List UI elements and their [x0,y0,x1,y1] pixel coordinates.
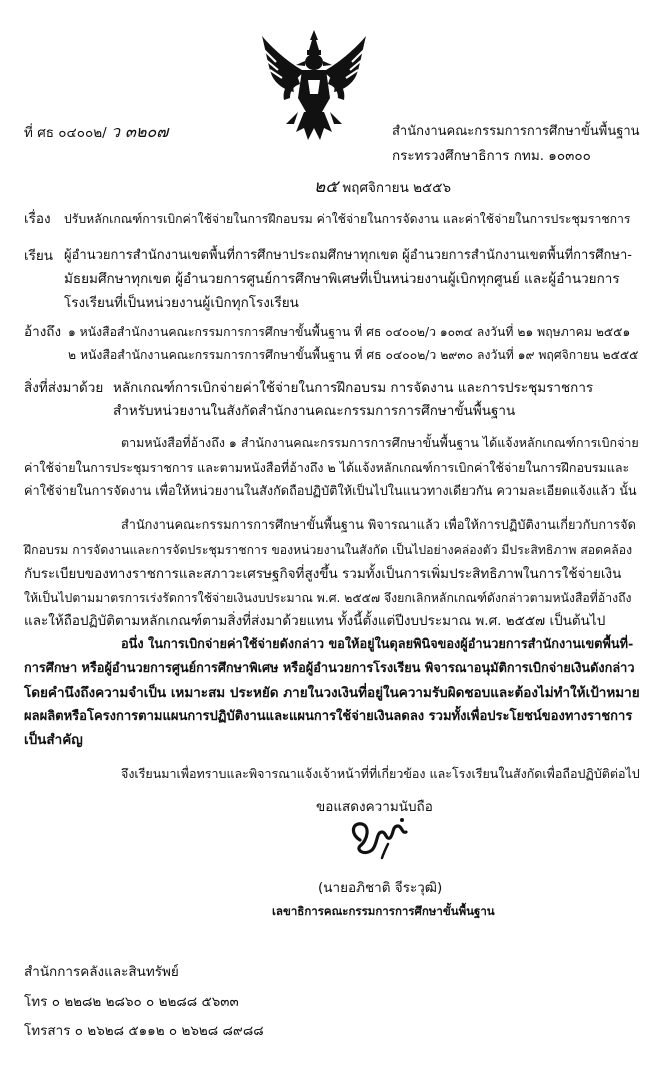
body-paragraph-3-line: อนึ่ง ในการเบิกจ่ายค่าใช้จ่ายดังกล่าว ขอให้อยู่ในดุลยพินิจของผู้อำนวยการสำนักงานเขตพื้นที่- [121,637,634,652]
reference-line: ๑ หนังสือสำนักงานคณะกรรมการการศึกษาขั้นพื้นฐาน ที่ ศธ ๐๔๐๐๒/ว ๑๐๓๔ ลงวันที่ ๒๑ พฤษภาคม ๒๕๕๑ [68,325,631,339]
body-paragraph-3-line: เป็นสำคัญ [24,732,83,748]
enclosure-line: สำหรับหน่วยงานในสังกัดสำนักงานคณะกรรมการการศึกษาขั้นพื้นฐาน [113,403,516,419]
enclosure-line: หลักเกณฑ์การเบิกจ่ายค่าใช้จ่ายในการฝึกอบรม การจัดงาน และการประชุมราชการ [113,380,594,396]
reference-label: อ้างถึง [24,324,62,340]
body-paragraph-1-line: ค่าใช้จ่ายในการจัดงาน เพื่อให้หน่วยงานในสังกัดถือปฏิบัติให้เป็นไปในแนวทางเดียวกัน ความละเอียดแจ้งแล้ว นั้น [24,484,637,499]
footer-office: สำนักการคลังและสินทรัพย์ [24,964,179,980]
handwritten-signature-icon [342,810,422,865]
enclosure-label: สิ่งที่ส่งมาด้วย [24,380,104,396]
document-number-prefix: ที่ ศธ ๐๔๐๐๒/ [24,125,107,141]
date-day-handwritten: ๒๕ [314,177,339,197]
document-number [24,123,168,142]
body-paragraph-2-line: และให้ถือปฏิบัติตามหลักเกณฑ์ตามสิ่งที่ส่งมาด้วยแทน ทั้งนี้ตั้งแต่ปีงบประมาณ พ.ศ. ๒๕๕๗ เป็นต้นไป [24,613,606,629]
to-line: มัธยมศึกษาทุกเขต ผู้อำนวยการศูนย์การศึกษาพิเศษที่เป็นหน่วยงานผู้เบิกทุกศูนย์ และผู้อำนวยการ [64,271,620,287]
garuda-emblem-icon [258,28,370,144]
body-paragraph-3-line: การศึกษา หรือผู้อำนวยการศูนย์การศึกษาพิเศษ หรือผู้อำนวยการโรงเรียน พิจารณาอนุมัติการเบิกจ่ายเงินดังกล่าว [24,661,635,676]
subject-text: ปรับหลักเกณฑ์การเบิกค่าใช้จ่ายในการฝึกอบรม ค่าใช้จ่ายในการจัดงาน และค่าใช้จ่ายในการประชุมราชการ [64,212,631,226]
body-paragraph-2-line: ฝึกอบรม การจัดงานและการจัดประชุมราชการ ของหน่วยงานในสังกัด เป็นไปอย่างคล่องตัว มีประสิทธิภาพ สอดคล้อง [24,543,633,557]
closing-phrase: ขอแสดงความนับถือ [316,799,433,815]
signatory-name: (นายอภิชาติ จีระวุฒิ) [318,880,443,896]
body-paragraph-1-line: ค่าใช้จ่ายในการประชุมราชการ และตามหนังสือที่อ้างถึง ๒ ได้แจ้งหลักเกณฑ์การเบิกค่าใช้จ่ายในการฝึกอบรมและ [24,460,630,475]
footer-fax: โทรสาร ๐ ๒๖๒๘ ๕๑๑๒ ๐ ๒๖๒๘ ๘๙๘๘ [24,1023,264,1039]
reference-line: ๒ หนังสือสำนักงานคณะกรรมการการศึกษาขั้นพื้นฐาน ที่ ศธ ๐๔๐๐๒/ว ๒๙๓๐ ลงวันที่ ๑๙ พฤศจิกายน ๒๕๕๕ [68,348,639,362]
body-paragraph-2-line: สำนักงานคณะกรรมการการศึกษาขั้นพื้นฐาน พิจารณาแล้ว เพื่อให้การปฏิบัติงานเกี่ยวกับการจัด [121,518,636,533]
footer-phone: โทร ๐ ๒๒๘๒ ๒๘๖๐ ๐ ๒๒๘๘ ๕๖๓๓ [24,994,239,1010]
agency-name: สำนักงานคณะกรรมการการศึกษาขั้นพื้นฐาน [392,124,640,139]
body-paragraph-1-line: ตามหนังสือที่อ้างถึง ๑ สำนักงานคณะกรรมการการศึกษาขั้นพื้นฐาน ได้แจ้งหลักเกณฑ์การเบิกจ่าย [121,435,639,450]
subject-label: เรื่อง [24,211,51,227]
agency-address: กระทรวงศึกษาธิการ กทม. ๑๐๓๐๐ [392,148,591,164]
document-date [314,178,451,197]
to-label: เรียน [24,248,54,264]
body-paragraph-2-line: ให้เป็นไปตามมาตรการเร่งรัดการใช้จ่ายเงินงบประมาณ พ.ศ. ๒๕๕๗ จึงยกเลิกหลักเกณฑ์ดังกล่าวตามหนังสือที่อ้างถึง [24,591,632,605]
document-number-handwritten: ว ๓๒๐๗ [110,122,169,141]
body-paragraph-3-line: โดยคำนึงถึงความจำเป็น เหมาะสม ประหยัด ภายในวงเงินที่อยู่ในความรับผิดชอบและต้องไม่ทำให้เป้าหมาย [24,685,640,701]
to-line: ผู้อำนวยการสำนักงานเขตพื้นที่การศึกษาประถมศึกษาทุกเขต ผู้อำนวยการสำนักงานเขตพื้นที่การศึกษา- [64,248,632,263]
body-paragraph-4: จึงเรียนมาเพื่อทราบและพิจารณาแจ้งเจ้าหน้าที่ที่เกี่ยวข้อง และโรงเรียนในสังกัดเพื่อถือปฏิบัติต่อไป [121,766,640,781]
to-line: โรงเรียนที่เป็นหน่วยงานผู้เบิกทุกโรงเรียน [64,295,299,311]
body-paragraph-3-line: ผลผลิตหรือโครงการตามแผนการปฏิบัติงานและแผนการใช้จ่ายเงินลดลง รวมทั้งเพื่อประโยชน์ของทางราชการ [24,709,633,724]
date-month-year: พฤศจิกายน ๒๕๕๖ [342,180,452,196]
signatory-position: เลขาธิการคณะกรรมการการศึกษาขั้นพื้นฐาน [272,904,495,918]
body-paragraph-2-line: กับระเบียบของทางราชการและสภาวะเศรษฐกิจที่สูงขึ้น รวมทั้งเป็นการเพิ่มประสิทธิภาพในการใช้จ่ายเงิน [24,566,622,582]
